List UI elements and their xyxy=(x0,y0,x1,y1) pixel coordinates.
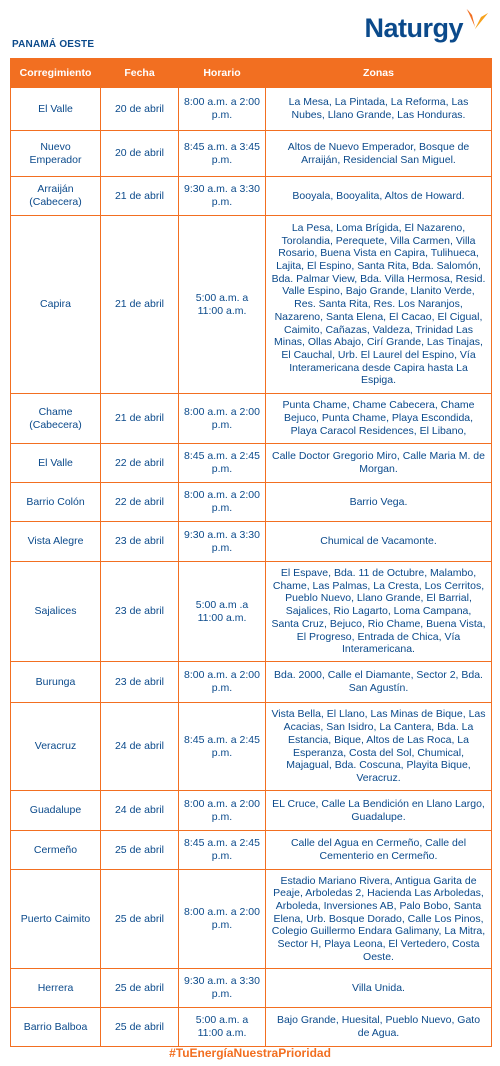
table-row xyxy=(11,394,492,444)
cell-corregimiento: Chame (Cabecera) xyxy=(11,394,101,444)
table-row xyxy=(11,870,492,969)
table-header-row xyxy=(11,59,492,88)
cell-horario: 8:00 a.m. a 2:00 p.m. xyxy=(179,870,266,969)
cell-fecha: 21 de abril xyxy=(101,216,179,394)
table-row xyxy=(11,662,492,703)
column-header-horario: Horario xyxy=(179,59,266,88)
cell-horario: 8:45 a.m. a 2:45 p.m. xyxy=(179,831,266,870)
cell-horario: 9:30 a.m. a 3:30 p.m. xyxy=(179,177,266,216)
cell-fecha: 22 de abril xyxy=(101,483,179,522)
cell-horario: 5:00 a.m. a 11:00 a.m. xyxy=(179,1008,266,1047)
cell-horario: 5:00 a.m. a 11:00 a.m. xyxy=(179,216,266,394)
cell-zonas: Vista Bella, El Llano, Las Minas de Bique, Las Acacias, San Isidro, La Cantera, Bda. La Estancia, Bique, Altos de Las Roca, La Esperanza, Costa del Sol, Chumical, Majagual, Bda. Coscuna, Playita Bique, Veracruz. xyxy=(266,703,492,791)
table-row xyxy=(11,831,492,870)
cell-zonas: Booyala, Booyalita, Altos de Howard. xyxy=(266,177,492,216)
column-header-zonas: Zonas xyxy=(266,59,492,88)
cell-zonas: Chumical de Vacamonte. xyxy=(266,522,492,562)
header xyxy=(0,0,500,58)
cell-fecha: 24 de abril xyxy=(101,703,179,791)
naturgy-logo xyxy=(364,8,490,48)
cell-corregimiento: Puerto Caimito xyxy=(11,870,101,969)
table-row xyxy=(11,131,492,177)
cell-corregimiento: Vista Alegre xyxy=(11,522,101,562)
table-row xyxy=(11,562,492,662)
butterfly-icon xyxy=(464,7,490,39)
cell-fecha: 20 de abril xyxy=(101,88,179,131)
cell-horario: 5:00 a.m .a 11:00 a.m. xyxy=(179,562,266,662)
cell-fecha: 23 de abril xyxy=(101,662,179,703)
cell-corregimiento: El Valle xyxy=(11,88,101,131)
cell-corregimiento: Guadalupe xyxy=(11,791,101,831)
cell-fecha: 23 de abril xyxy=(101,522,179,562)
cell-fecha: 24 de abril xyxy=(101,791,179,831)
table-row xyxy=(11,522,492,562)
cell-zonas: Bda. 2000, Calle el Diamante, Sector 2, Bda. San Agustín. xyxy=(266,662,492,703)
cell-horario: 8:45 a.m. a 2:45 p.m. xyxy=(179,444,266,483)
cell-horario: 8:00 a.m. a 2:00 p.m. xyxy=(179,791,266,831)
cell-zonas: La Pesa, Loma Brígida, El Nazareno, Torolandia, Perequete, Villa Carmen, Villa Rosario, Buena Vista en Capira, Tulihueca, Lajita, El Espino, Santa Rita, Bda. Salomón, Bda. Palmar View, Bda. Villa Hermosa, Resid. Valle Espino, Bajo Grande, Llanito Verde, Res. Santa Rita, Res. Los Naranjos, Nazareno, Santa Elena, El Cacao, El Cigual, Caimito, Cañazas, Valdeza, Trinidad Las Minas, Ollas Abajo, Cirí Grande, Las Tinajas, El Cauchal, Urb. El Laurel del Espino, Vía Interamericana desde Capira hasta La Espiga. xyxy=(266,216,492,394)
cell-fecha: 25 de abril xyxy=(101,870,179,969)
table-row xyxy=(11,791,492,831)
cell-corregimiento: El Valle xyxy=(11,444,101,483)
cell-zonas: La Mesa, La Pintada, La Reforma, Las Nubes, Llano Grande, Las Honduras. xyxy=(266,88,492,131)
cell-zonas: Punta Chame, Chame Cabecera, Chame Bejuco, Punta Chame, Playa Escondida, Playa Caracol Residences, El Libano, xyxy=(266,394,492,444)
cell-fecha: 23 de abril xyxy=(101,562,179,662)
table-row xyxy=(11,1008,492,1047)
cell-fecha: 25 de abril xyxy=(101,969,179,1008)
cell-fecha: 21 de abril xyxy=(101,394,179,444)
table-row xyxy=(11,177,492,216)
cell-fecha: 22 de abril xyxy=(101,444,179,483)
cell-zonas: El Espave, Bda. 11 de Octubre, Malambo, Chame, Las Palmas, La Cresta, Los Cerritos, Pueblo Nuevo, Llano Grande, El Barrial, Sajalices, Rio Lagarto, Loma Campana, Santa Cruz, Bejuco, Rio Chame, Buena Vista, El Progreso, Entrada de Chica, Vía Interamericana. xyxy=(266,562,492,662)
cell-zonas: Estadio Mariano Rivera, Antigua Garita de Peaje, Arboledas 2, Hacienda Las Arboledas, Arboleda, Inversiones AB, Palo Bobo, Santa Elena, Urb. Bosque Dorado, Calle Los Pinos, Colegio Guillermo Endara Galimany, La Mitra, Sector H, Playa Leona, El Vertedero, Costa Oeste. xyxy=(266,870,492,969)
cell-zonas: Altos de Nuevo Emperador, Bosque de Arraiján, Residencial San Miguel. xyxy=(266,131,492,177)
cell-horario: 8:45 a.m. a 3:45 p.m. xyxy=(179,131,266,177)
column-header-corregimiento: Corregimiento xyxy=(11,59,101,88)
cell-corregimiento: Arraiján (Cabecera) xyxy=(11,177,101,216)
table-row xyxy=(11,969,492,1008)
cell-fecha: 21 de abril xyxy=(101,177,179,216)
cell-zonas: Calle Doctor Gregorio Miro, Calle Maria M. de Morgan. xyxy=(266,444,492,483)
cell-horario: 8:00 a.m. a 2:00 p.m. xyxy=(179,394,266,444)
cell-zonas: Bajo Grande, Huesital, Pueblo Nuevo, Gato de Agua. xyxy=(266,1008,492,1047)
cell-fecha: 25 de abril xyxy=(101,831,179,870)
cell-zonas: EL Cruce, Calle La Bendición en Llano Largo, Guadalupe. xyxy=(266,791,492,831)
column-header-fecha: Fecha xyxy=(101,59,179,88)
cell-fecha: 25 de abril xyxy=(101,1008,179,1047)
cell-zonas: Villa Unida. xyxy=(266,969,492,1008)
cell-zonas: Calle del Agua en Cermeño, Calle del Cementerio en Cermeño. xyxy=(266,831,492,870)
table-row xyxy=(11,444,492,483)
table-row xyxy=(11,483,492,522)
cell-corregimiento: Veracruz xyxy=(11,703,101,791)
cell-corregimiento: Barrio Colón xyxy=(11,483,101,522)
cell-horario: 8:00 a.m. a 2:00 p.m. xyxy=(179,662,266,703)
region-title: PANAMÁ OESTE xyxy=(12,39,95,50)
cell-horario: 8:00 a.m. a 2:00 p.m. xyxy=(179,88,266,131)
table-row xyxy=(11,703,492,791)
table-row xyxy=(11,216,492,394)
cell-horario: 8:45 a.m. a 2:45 p.m. xyxy=(179,703,266,791)
logo-wordmark: Naturgy xyxy=(364,12,463,43)
cell-corregimiento: Sajalices xyxy=(11,562,101,662)
cell-horario: 9:30 a.m. a 3:30 p.m. xyxy=(179,969,266,1008)
cell-corregimiento: Cermeño xyxy=(11,831,101,870)
cell-corregimiento: Herrera xyxy=(11,969,101,1008)
table-row xyxy=(11,88,492,131)
footer-hashtag: #TuEnergíaNuestraPrioridad xyxy=(169,1046,331,1060)
cell-corregimiento: Burunga xyxy=(11,662,101,703)
cell-horario: 9:30 a.m. a 3:30 p.m. xyxy=(179,522,266,562)
cell-zonas: Barrio Vega. xyxy=(266,483,492,522)
cell-corregimiento: Nuevo Emperador xyxy=(11,131,101,177)
cell-corregimiento: Capira xyxy=(11,216,101,394)
cell-fecha: 20 de abril xyxy=(101,131,179,177)
cell-corregimiento: Barrio Balboa xyxy=(11,1008,101,1047)
cell-horario: 8:00 a.m. a 2:00 p.m. xyxy=(179,483,266,522)
schedule-table xyxy=(10,58,492,1047)
